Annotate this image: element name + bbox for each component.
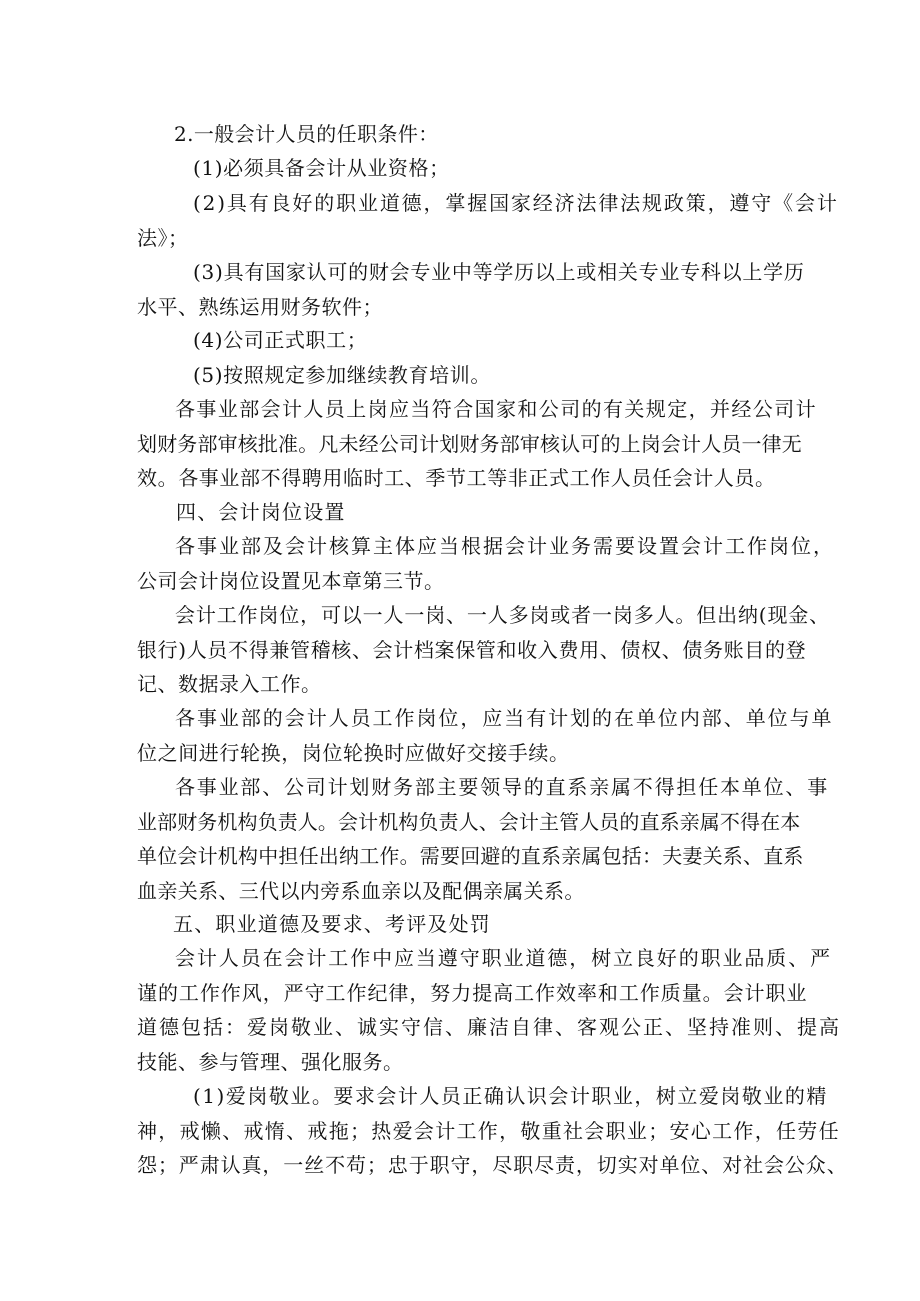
relatives-avoidance-paragraph-line-2: 业部财务机构负责人。会计机构负责人、会计主管人员的直系亲属不得在本: [137, 809, 801, 834]
ethics-paragraph-line-1: 会计人员在会计工作中应当遵守职业道德，树立良好的职业品质、严: [175, 946, 832, 970]
cashier-restriction-paragraph-line-2: 银行)人员不得兼管稽核、会计档案保管和收入费用、债权、债务账目的登: [137, 637, 807, 662]
ethics-paragraph-line-2: 谨的工作作风，严守工作纪律，努力提高工作效率和工作质量。会计职业: [137, 980, 808, 1005]
ethics-paragraph-line-4: 技能、参与管理、强化服务。: [137, 1049, 404, 1074]
general-accountant-qualifications-heading-line-1: 2.一般会计人员的任职条件：: [174, 122, 439, 146]
qualification-item-3-line-1: (3)具有国家认可的财会专业中等学历以上或相关专业专科以上学历: [193, 260, 805, 284]
qualification-item-1-line-1: (1)必须具备会计从业资格；: [193, 156, 450, 180]
qualification-item-3-line-2: 水平、熟练运用财务软件；: [137, 294, 383, 319]
section-5-heading-line-1: 五、职业道德及要求、考评及处罚: [173, 912, 491, 936]
ethics-paragraph-line-3: 道德包括：爱岗敬业、诚实守信、廉洁自律、客观公正、坚持准则、提高: [137, 1015, 841, 1039]
ethics-item-1-line-3: 怨；严肃认真，一丝不苟；忠于职守，尽职尽责，切实对单位、对社会公众、: [137, 1153, 848, 1177]
relatives-avoidance-paragraph-line-1: 各事业部、公司计划财务部主要领导的直系亲属不得担任本单位、事: [175, 775, 829, 799]
qualification-item-4-line-1: (4)公司正式职工；: [193, 328, 368, 352]
qualification-item-2-line-2: 法》；: [137, 225, 189, 250]
relatives-avoidance-paragraph-line-3: 单位会计机构中担任出纳工作。需要回避的直系亲属包括：夫妻关系、直系: [137, 844, 804, 868]
rotation-paragraph-line-2: 位之间进行轮换，岗位轮换时应做好交接手续。: [137, 740, 570, 765]
qualification-item-5-line-1: (5)按照规定参加继续教育培训。: [193, 363, 491, 387]
rotation-paragraph-line-1: 各事业部的会计人员工作岗位，应当有计划的在单位内部、单位与单: [175, 706, 834, 730]
qualification-item-2-line-1: (2)具有良好的职业道德，掌握国家经济法律法规政策，遵守《会计: [193, 191, 839, 215]
ethics-item-1-line-2: 神，戒懒、戒惰、戒拖；热爱会计工作，敬重社会职业；安心工作，任劳任: [137, 1118, 840, 1143]
cashier-restriction-paragraph-line-3: 记、数据录入工作。: [137, 672, 322, 696]
relatives-avoidance-paragraph-line-4: 血亲关系、三代以内旁系血亲以及配偶亲属关系。: [137, 878, 585, 903]
post-setting-paragraph-line-1: 各事业部及会计核算主体应当根据会计业务需要设置会计工作岗位，: [175, 534, 835, 558]
section-4-heading-line-1: 四、会计岗位设置: [176, 500, 346, 524]
ethics-item-1-line-1: (1)爱岗敬业。要求会计人员正确认识会计职业，树立爱岗敬业的精: [193, 1084, 828, 1108]
hiring-approval-paragraph-line-2: 划财务部审核批准。凡未经公司计划财务部审核认可的上岗会计人员一律无: [137, 431, 802, 456]
cashier-restriction-paragraph-line-1: 会计工作岗位，可以一人一岗、一人多岗或者一岗多人。但出纳(现金、: [175, 603, 831, 627]
hiring-approval-paragraph-line-3: 效。各事业部不得聘用临时工、季节工等非正式工作人员任会计人员。: [137, 466, 776, 490]
hiring-approval-paragraph-line-1: 各事业部会计人员上岗应当符合国家和公司的有关规定，并经公司计: [175, 397, 817, 421]
post-setting-paragraph-line-2: 公司会计岗位设置见本章第三节。: [137, 568, 445, 593]
